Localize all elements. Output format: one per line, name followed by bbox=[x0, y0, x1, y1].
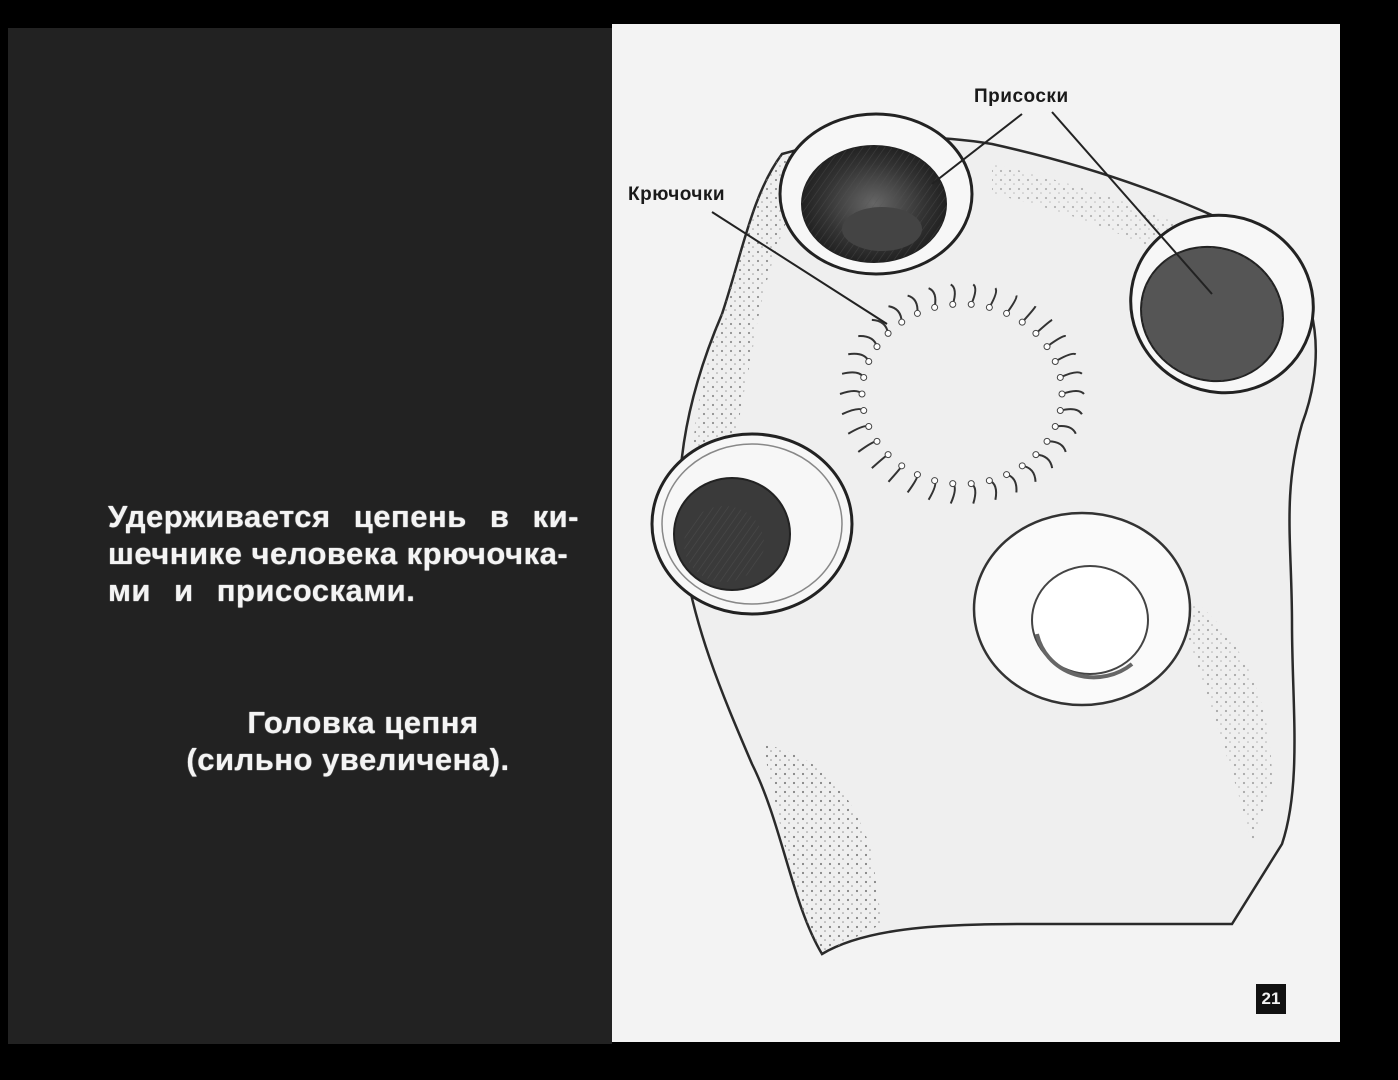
tapeworm-head-drawing bbox=[612, 24, 1340, 1042]
hook-base bbox=[1057, 408, 1063, 414]
figure-title-line-2: (сильно увеличена). bbox=[186, 742, 510, 777]
description-line-2: шечнике человека крючочка- bbox=[108, 536, 569, 571]
sucker-top bbox=[780, 114, 972, 274]
sucker-left bbox=[652, 434, 852, 614]
hook-base bbox=[950, 481, 956, 487]
figure-title-line-1: Головка цепня bbox=[247, 705, 479, 740]
hook-base bbox=[968, 301, 974, 307]
hook-base bbox=[874, 438, 880, 444]
hook-base bbox=[950, 301, 956, 307]
hook-base bbox=[866, 424, 872, 430]
hook-base bbox=[968, 481, 974, 487]
hook-base bbox=[1019, 319, 1025, 325]
hook-base bbox=[899, 463, 905, 469]
hook-base bbox=[1004, 472, 1010, 478]
slide-number-badge: 21 bbox=[1256, 984, 1286, 1014]
hook-base bbox=[914, 310, 920, 316]
hook-base bbox=[1033, 330, 1039, 336]
hook-base bbox=[861, 408, 867, 414]
hook-base bbox=[866, 358, 872, 364]
hook-base bbox=[874, 344, 880, 350]
illustration-panel bbox=[612, 24, 1340, 1042]
hook-base bbox=[885, 330, 891, 336]
description-text bbox=[108, 498, 588, 609]
hook-base bbox=[1057, 374, 1063, 380]
hook-base bbox=[859, 391, 865, 397]
label-suckers: Присоски bbox=[974, 86, 1069, 107]
description-line-1: Удерживается цепень в ки- bbox=[108, 499, 579, 534]
hook-base bbox=[1033, 452, 1039, 458]
hook-base bbox=[1059, 391, 1065, 397]
figure-title bbox=[108, 704, 588, 778]
hook-base bbox=[986, 304, 992, 310]
hook-base bbox=[914, 472, 920, 478]
description-line-3: ми и присосками. bbox=[108, 573, 416, 608]
hook-base bbox=[1044, 438, 1050, 444]
hook-base bbox=[1019, 463, 1025, 469]
hook-base bbox=[932, 478, 938, 484]
hook-base bbox=[1052, 424, 1058, 430]
hook-base bbox=[1044, 344, 1050, 350]
hook-base bbox=[899, 319, 905, 325]
hook-base bbox=[986, 478, 992, 484]
hook-base bbox=[861, 374, 867, 380]
hook-base bbox=[932, 304, 938, 310]
label-hooks: Крючочки bbox=[628, 184, 726, 205]
hook-base bbox=[1004, 310, 1010, 316]
sucker-bottom bbox=[974, 513, 1190, 705]
hook-base bbox=[885, 452, 891, 458]
hook-base bbox=[1052, 358, 1058, 364]
caption-panel bbox=[8, 28, 612, 1044]
